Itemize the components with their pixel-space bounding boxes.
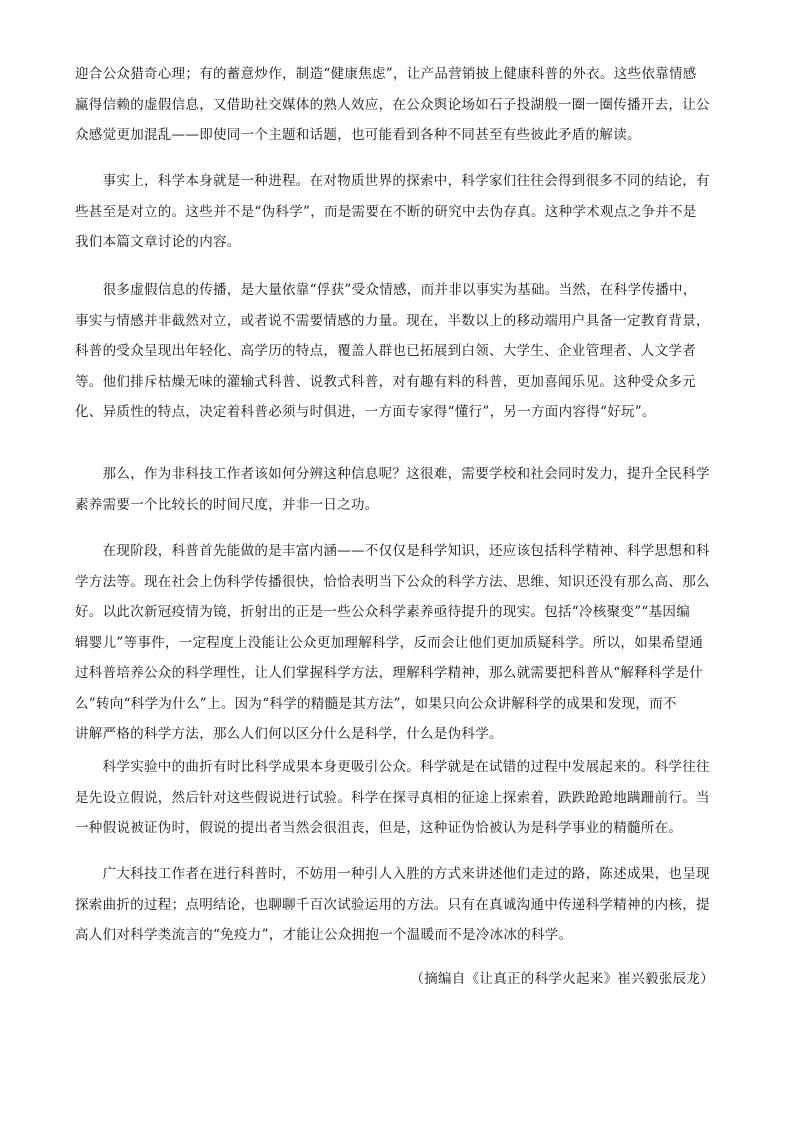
text-line: 辑婴儿”等事件，一定程度上没能让公众更加理解科学，反而会让他们更加质疑科学。所以，如果希望通 bbox=[75, 634, 704, 651]
paragraph bbox=[75, 166, 720, 258]
text-line: 过科普培养公众的科学理性，让人们掌握科学方法，理解科学精神，那么就需要把科普从“解释科学是什 bbox=[75, 665, 704, 681]
text-line: 很多虚假信息的传播，是大量依靠“俘获”受众情感，而并非以事实为基础。当然，在科学传播中， bbox=[75, 282, 697, 298]
text-line: 高人们对科学类流言的“免疫力”，才能让公众拥抱一个温暖而不是冷冰冰的科学。 bbox=[75, 927, 573, 943]
paragraph bbox=[75, 59, 720, 151]
text-line: 么”转向“科学为什么”上。因为“科学的精髓是其方法”，如果只向公众讲解科学的成果和发现，而不 bbox=[75, 695, 677, 712]
text-line: 事实与情感并非截然对立，或者说不需要情感的力量。现在，半数以上的移动端用户具备一定教育背景， bbox=[75, 312, 710, 329]
text-line: 素养需要一个比较长的时间尺度，并非一日之功。 bbox=[75, 496, 379, 513]
text-line: 赢得信赖的虚假信息，又借助社交媒体的熟人效应，在公众舆论场如石子投湖般一圈一圈传播开去，让公 bbox=[75, 96, 710, 113]
text-line: 我们本篇文章讨论的内容。 bbox=[75, 234, 241, 250]
text-line: 广大科技工作者在进行科普时，不妨用一种引人入胜的方式来讲述他们走过的路，陈述成果，也呈现 bbox=[75, 866, 710, 882]
text-line: 化、异质性的特点，决定着科普必须与时俱进，一方面专家得“懂行”，另一方面内容得“好玩”。 bbox=[75, 404, 656, 420]
text-line: 些甚至是对立的。这些并不是“伪科学”，而是需要在不断的研究中去伪存真。这种学术观点之争并不是 bbox=[75, 203, 697, 220]
text-line: 众感觉更加混乱——即使同一个主题和话题，也可能看到各种不同甚至有些彼此矛盾的解读。 bbox=[75, 127, 641, 143]
paragraph bbox=[75, 275, 720, 428]
text-line: 在现阶段，科普首先能做的是丰富内涵——不仅仅是科学知识，还应该包括科学精神、科学思想和科 bbox=[75, 543, 710, 559]
text-line: 学方法等。现在社会上伪科学传播很快，恰恰表明当下公众的科学方法、思维、知识还没有那么高、那么 bbox=[75, 573, 710, 590]
text-line: 科普的受众呈现出年轻化、高学历的特点，覆盖人群也已拓展到白领、大学生、企业管理者、人文学者 bbox=[75, 343, 696, 359]
text-line: 那么，作为非科技工作者该如何分辨这种信息呢？这很难，需要学校和社会同时发力，提升全民科学 bbox=[75, 466, 710, 482]
paragraph bbox=[75, 752, 720, 844]
text-line: 讲解严格的科学方法，那么人们何以区分什么是科学，什么是伪科学。 bbox=[75, 726, 503, 742]
source-citation: （摘编自《让真正的科学火起来》崔兴毅张辰龙） bbox=[410, 971, 714, 987]
text-line: 事实上，科学本身就是一种进程。在对物质世界的探索中，科学家们往往会得到很多不同的结论，有 bbox=[75, 173, 710, 189]
paragraph bbox=[75, 859, 720, 951]
text-line: 等。他们排斥枯燥无味的灌输式科普、说教式科普，对有趣有料的科普，更加喜闻乐见。这种受众多元 bbox=[75, 373, 696, 390]
text-line: 迎合公众猎奇心理；有的蓄意炒作，制造“健康焦虑”，让产品营销披上健康科普的外衣。这些依靠情感 bbox=[75, 66, 697, 82]
text-line: 探索曲折的过程；点明结论，也聊聊千百次试验运用的方法。只有在真诚沟通中传递科学精神的内核，提 bbox=[75, 896, 710, 913]
text-line: 一种假说被证伪时，假说的提出者当然会很沮丧，但是，这种证伪恰被认为是科学事业的精髓所在。 bbox=[75, 820, 683, 836]
text-line: 科学实验中的曲折有时比科学成果本身更吸引公众。科学就是在试错的过程中发展起来的。科学往往 bbox=[75, 759, 710, 775]
text-line: 好。以此次新冠疫情为镜，折射出的正是一些公众科学素养亟待提升的现实。包括“冷核聚变”“基因编 bbox=[75, 604, 691, 620]
paragraph bbox=[75, 459, 720, 520]
paragraph bbox=[75, 536, 720, 750]
text-line: 是先设立假说，然后针对这些假说进行试验。科学在探寻真相的征途上探索着，跌跌跄跄地蹒跚前行。当 bbox=[75, 789, 710, 806]
